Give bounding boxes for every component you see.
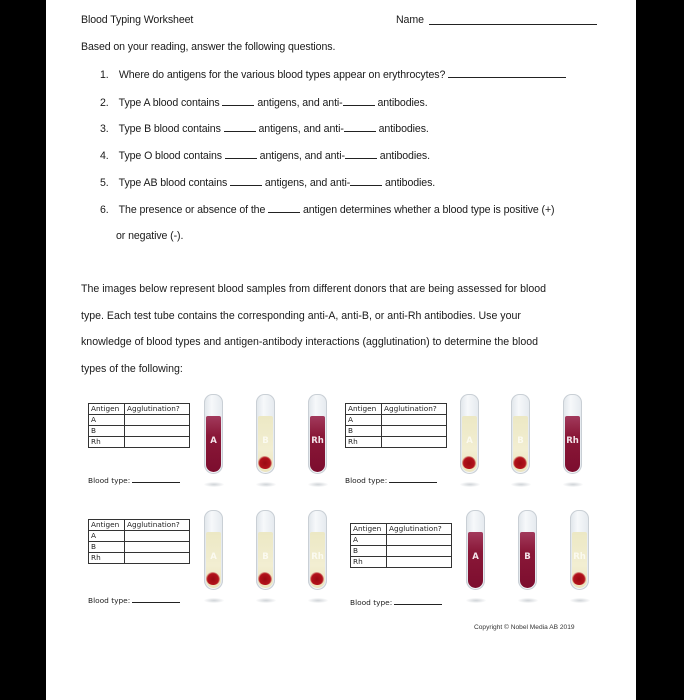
tube-shadow [563, 482, 583, 487]
table-row [351, 557, 452, 568]
question-text: Type A blood contains [118, 97, 220, 109]
name-field-line[interactable] [429, 24, 597, 25]
answer-blank-antigen[interactable] [224, 122, 256, 132]
test-tube-anti-rh [570, 510, 589, 590]
answer-blank-antibody[interactable] [344, 122, 376, 132]
question-number: 2. [100, 97, 109, 109]
tube-shadow [460, 482, 480, 487]
agglutination-answer-cell[interactable] [382, 426, 447, 437]
question-number: 3. [100, 123, 109, 135]
question-text: antigens, and anti- [258, 123, 344, 135]
table-row [89, 553, 190, 564]
test-tube-anti-b [511, 394, 530, 474]
blood-type-label: Blood type: [88, 476, 131, 485]
answer-blank[interactable] [448, 68, 566, 78]
antigen-cell: A [351, 535, 387, 546]
answer-blank-antibody[interactable] [350, 176, 382, 186]
header-agglutination: Agglutination? [125, 520, 190, 531]
table-row [346, 415, 447, 426]
tube-shadow [570, 598, 590, 603]
tube-label: B [262, 552, 269, 562]
test-tube-anti-b [518, 510, 537, 590]
table-row [89, 437, 190, 448]
table-row [89, 415, 190, 426]
antigen-cell: A [89, 531, 125, 542]
test-tube-anti-a [460, 394, 479, 474]
table-header-row [89, 520, 190, 531]
antigen-cell: Rh [346, 437, 382, 448]
answer-blank-antibody[interactable] [343, 96, 375, 106]
agglutination-answer-cell[interactable] [387, 546, 452, 557]
agglutination-clump [258, 456, 272, 469]
test-tube-anti-b [256, 510, 275, 590]
header-agglutination: Agglutination? [382, 404, 447, 415]
blood-type-label: Blood type: [350, 598, 393, 607]
question-1 [100, 68, 566, 81]
tube-shadow [511, 482, 531, 487]
answer-blank-antigen[interactable] [222, 96, 254, 106]
antigen-cell: Rh [351, 557, 387, 568]
agglutination-clump [572, 572, 586, 585]
question-2 [100, 96, 428, 109]
question-text: Type B blood contains [118, 123, 221, 135]
blood-type-blank[interactable] [389, 482, 437, 483]
tube-label: Rh [311, 552, 324, 562]
answer-blank-antigen[interactable] [230, 176, 262, 186]
question-text: antibodies. [385, 177, 436, 189]
agglutination-table [345, 403, 447, 448]
table-row [351, 535, 452, 546]
antigen-cell: B [346, 426, 382, 437]
antigen-cell: A [89, 415, 125, 426]
question-text: Where do antigens for the various blood types appear on erythrocytes? [118, 69, 446, 81]
name-label: Name [396, 14, 424, 26]
tube-shadow [204, 598, 224, 603]
table-row [346, 437, 447, 448]
antigen-cell: B [89, 542, 125, 553]
tube-shadow [518, 598, 538, 603]
test-tube-anti-a [466, 510, 485, 590]
agglutination-answer-cell[interactable] [387, 557, 452, 568]
tube-shadow [256, 598, 276, 603]
tube-label: Rh [573, 552, 586, 562]
table-row [89, 426, 190, 437]
worksheet-title: Blood Typing Worksheet [81, 14, 194, 26]
agglutination-answer-cell[interactable] [125, 415, 190, 426]
tube-label: A [466, 436, 473, 446]
question-text: Type O blood contains [118, 150, 222, 162]
answer-blank-rh[interactable] [268, 203, 300, 213]
table-header-row [89, 404, 190, 415]
header-antigen: Antigen [89, 404, 125, 415]
blood-type-blank[interactable] [132, 602, 180, 603]
agglutination-answer-cell[interactable] [387, 535, 452, 546]
test-tube-anti-rh [308, 510, 327, 590]
question-4 [100, 149, 430, 162]
tube-shadow [204, 482, 224, 487]
header-antigen: Antigen [351, 524, 387, 535]
question-text: antibodies. [378, 123, 429, 135]
table-row [89, 542, 190, 553]
question-text: antigens, and anti- [259, 150, 345, 162]
question-text: antibodies. [379, 150, 430, 162]
test-tube-anti-rh [308, 394, 327, 474]
paragraph-line: types of the following: [81, 362, 183, 375]
question-6 [100, 203, 554, 216]
tube-instructions [81, 276, 546, 382]
answer-blank-antigen[interactable] [225, 149, 257, 159]
antigen-cell: B [351, 546, 387, 557]
tube-label: A [472, 552, 479, 562]
agglutination-clump [462, 456, 476, 469]
antigen-cell: B [89, 426, 125, 437]
blood-type-blank[interactable] [394, 604, 442, 605]
agglutination-answer-cell[interactable] [382, 415, 447, 426]
agglutination-answer-cell[interactable] [125, 553, 190, 564]
table-row [346, 426, 447, 437]
tube-label: Rh [566, 436, 579, 446]
agglutination-table [350, 523, 452, 568]
tube-shadow [308, 598, 328, 603]
agglutination-answer-cell[interactable] [125, 531, 190, 542]
test-tube-anti-b [256, 394, 275, 474]
tube-label: B [524, 552, 531, 562]
agglutination-answer-cell[interactable] [125, 437, 190, 448]
table-row [89, 531, 190, 542]
header-agglutination: Agglutination? [387, 524, 452, 535]
paragraph-line: type. Each test tube contains the corresponding anti-A, anti-B, or anti-Rh antibodies. Use your [81, 309, 521, 322]
antigen-cell: A [346, 415, 382, 426]
blood-type-label: Blood type: [88, 596, 131, 605]
tube-label: B [262, 436, 269, 446]
agglutination-clump [310, 572, 324, 585]
header-agglutination: Agglutination? [125, 404, 190, 415]
copyright-notice: Copyright © Nobel Media AB 2019 [474, 624, 575, 631]
table-row [351, 546, 452, 557]
tube-label: A [210, 552, 217, 562]
agglutination-answer-cell[interactable] [125, 542, 190, 553]
agglutination-table [88, 403, 190, 448]
question-6-continued: or negative (-). [116, 230, 184, 242]
instructions: Based on your reading, answer the following questions. [81, 41, 336, 53]
question-number: 5. [100, 177, 109, 189]
question-text: antigens, and anti- [257, 97, 343, 109]
blood-type-answer [88, 476, 180, 485]
header-antigen: Antigen [346, 404, 382, 415]
question-text: antigen determines whether a blood type is positive (+) [302, 204, 555, 216]
tube-shadow [256, 482, 276, 487]
question-text: antibodies. [377, 97, 428, 109]
test-tube-anti-a [204, 510, 223, 590]
question-text: Type AB blood contains [118, 177, 228, 189]
tube-label: A [210, 436, 217, 446]
agglutination-table [88, 519, 190, 564]
test-tube-anti-rh [563, 394, 582, 474]
tube-shadow [466, 598, 486, 603]
question-number: 6. [100, 204, 109, 216]
question-text: The presence or absence of the [118, 204, 266, 216]
agglutination-clump [258, 572, 272, 585]
blood-type-blank[interactable] [132, 482, 180, 483]
table-header-row [351, 524, 452, 535]
question-number: 4. [100, 150, 109, 162]
blood-type-answer [350, 598, 442, 607]
paragraph-line: The images below represent blood samples from different donors that are being assessed for blood [81, 283, 547, 295]
question-number: 1. [100, 69, 109, 81]
agglutination-answer-cell[interactable] [382, 437, 447, 448]
agglutination-answer-cell[interactable] [125, 426, 190, 437]
tube-label: B [517, 436, 524, 446]
agglutination-clump [513, 456, 527, 469]
question-5 [100, 176, 435, 189]
table-header-row [346, 404, 447, 415]
blood-type-answer [345, 476, 437, 485]
question-3 [100, 122, 429, 135]
worksheet-page [46, 0, 636, 700]
blood-type-label: Blood type: [345, 476, 388, 485]
antigen-cell: Rh [89, 553, 125, 564]
test-tube-anti-a [204, 394, 223, 474]
paragraph-line: knowledge of blood types and antigen-antibody interactions (agglutination) to determine the blood [81, 336, 539, 348]
answer-blank-antibody[interactable] [345, 149, 377, 159]
antigen-cell: Rh [89, 437, 125, 448]
blood-type-answer [88, 596, 180, 605]
header-antigen: Antigen [89, 520, 125, 531]
tube-shadow [308, 482, 328, 487]
agglutination-clump [206, 572, 220, 585]
tube-label: Rh [311, 436, 324, 446]
question-text: antigens, and anti- [264, 177, 351, 189]
